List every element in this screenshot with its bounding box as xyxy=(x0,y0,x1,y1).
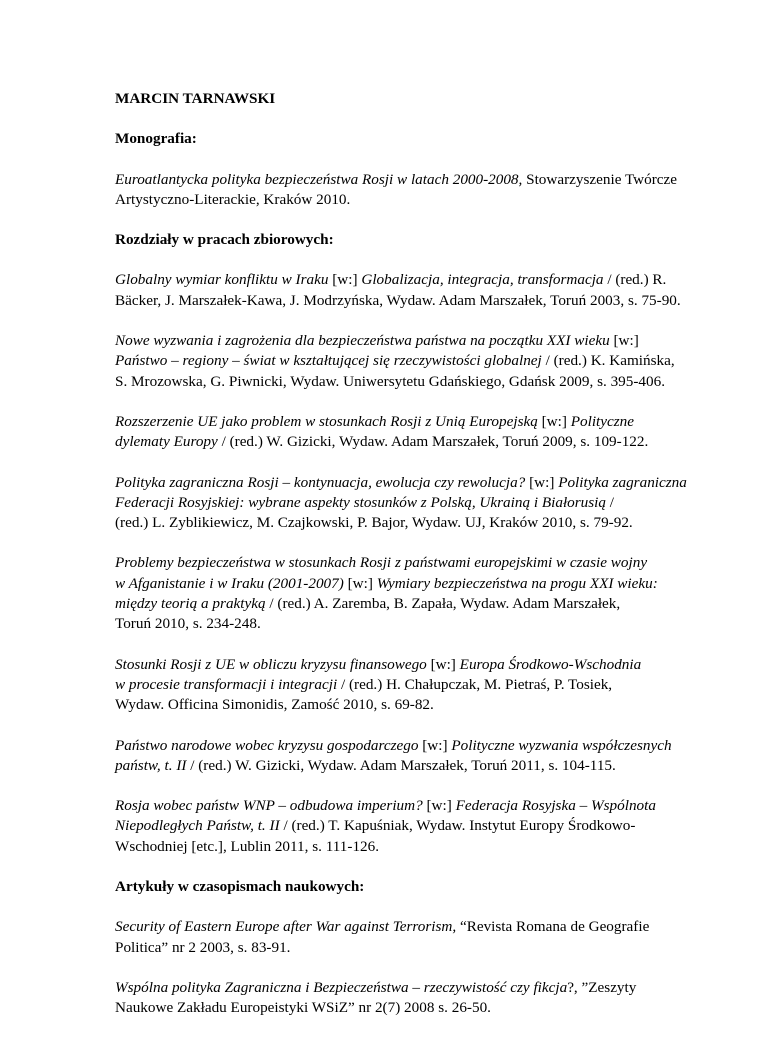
entry-line xyxy=(115,594,675,614)
entry-text: [w:] xyxy=(426,655,460,673)
bibliography-entry xyxy=(115,170,678,211)
entry-title-text: Polityka zagraniczna xyxy=(558,473,687,491)
document-page xyxy=(115,89,687,1039)
entry-text: [w:] xyxy=(537,412,571,430)
entry-text: / (red.) W. Gizicki, Wydaw. Adam Marszałek, Toruń 2011, s. 104-115. xyxy=(186,756,616,774)
entry-text: (red.) L. Zyblikiewicz, M. Czajkowski, P. Bajor, Wydaw. UJ, Kraków 2010, s. 79-92. xyxy=(115,514,633,532)
entry-line xyxy=(115,736,675,756)
entry-line xyxy=(115,351,675,371)
entry-line xyxy=(115,756,675,776)
entry-title-text: Security of Eastern Europe after War against Terrorism, xyxy=(115,918,457,936)
entry-title-text: Federacja Rosyjska – Wspólnota xyxy=(455,797,656,815)
entry-text: / (red.) W. Gizicki, Wydaw. Adam Marszałek, Toruń 2009, s. 109-122. xyxy=(217,433,649,451)
entry-title-text: Euroatlantycka polityka bezpieczeństwa Rosji w latach 2000-2008, xyxy=(115,170,523,188)
entry-text: Bäcker, J. Marszałek-Kawa, J. Modrzyńska, Wydaw. Adam Marszałek, Toruń 2003, s. 75-90. xyxy=(115,291,681,309)
entry-text: S. Mrozowska, G. Piwnicki, Wydaw. Uniwersytetu Gdańskiego, Gdańsk 2009, s. 395-406. xyxy=(115,372,665,390)
entry-title-text: między teorią a praktyką xyxy=(115,595,266,613)
entry-title-text: Państwo narodowe wobec kryzysu gospodarczego xyxy=(115,736,419,754)
entry-line xyxy=(115,412,675,432)
entry-text: Toruń 2010, s. 234-248. xyxy=(115,615,261,633)
entry-text: / (red.) K. Kamińska, xyxy=(541,352,675,370)
entry-title-text: w procesie transformacji i integracji xyxy=(115,675,338,693)
entry-text: [w:] xyxy=(418,736,452,754)
bibliography-entry xyxy=(115,917,675,958)
entry-title-text: Państwo – regiony – świat w kształtującej się rzeczywistości globalnej xyxy=(115,352,542,370)
entry-title-text: Polityka zagraniczna Rosji – kontynuacja, ewolucja czy rewolucja? xyxy=(115,473,526,491)
entry-text: ?, ”Zeszyty xyxy=(567,978,637,996)
entry-title-text: Problemy bezpieczeństwa w stosunkach Rosji z państwami europejskimi w czasie wojny xyxy=(115,554,648,572)
entry-title-text: Rozszerzenie UE jako problem w stosunkach Rosji z Unią Europejską xyxy=(115,412,538,430)
entry-text: “Revista Romana de Geografie xyxy=(456,918,650,936)
entry-text: Artystyczno-Literackie, Kraków 2010. xyxy=(115,190,351,208)
bibliography-entry xyxy=(115,331,675,392)
section-heading: Artykuły w czasopismach naukowych: xyxy=(115,878,365,896)
entry-line xyxy=(115,675,675,695)
entry-line xyxy=(115,473,687,493)
bibliography-entry xyxy=(115,412,675,453)
section-heading: Monografia: xyxy=(115,130,197,148)
entry-line xyxy=(115,291,681,311)
bibliography-entry xyxy=(115,736,675,777)
bibliography-entry xyxy=(115,796,675,857)
entry-line xyxy=(115,614,675,634)
entry-title-text: Federacji Rosyjskiej: wybrane aspekty stosunków z Polską, Ukrainą i Białorusią xyxy=(115,493,606,511)
entry-title-text: Niepodległych Państw, t. II xyxy=(115,817,280,835)
bibliography-entry xyxy=(115,978,675,1019)
entry-text: [w:] xyxy=(422,797,456,815)
entry-text: / (red.) H. Chałupczak, M. Pietraś, P. Tosiek, xyxy=(337,675,613,693)
entry-title-text: Globalny wymiar konfliktu w Iraku xyxy=(115,271,329,289)
entry-line xyxy=(115,170,678,190)
entry-title-text: Europa Środkowo-Wschodnia xyxy=(459,655,642,673)
entry-line xyxy=(115,493,675,513)
entry-line xyxy=(115,978,675,998)
entry-title-text: Wspólna polityka Zagraniczna i Bezpieczeństwa – rzeczywistość czy fikcja xyxy=(115,978,568,996)
entry-title-text: Wymiary bezpieczeństwa na progu XXI wieku: xyxy=(376,574,658,592)
entry-line xyxy=(115,917,675,937)
entry-text: / (red.) T. Kapuśniak, Wydaw. Instytut Europy Środkowo- xyxy=(279,817,636,835)
entry-text: [w:] xyxy=(525,473,559,491)
entry-title-text: Stosunki Rosji z UE w obliczu kryzysu finansowego xyxy=(115,655,427,673)
entry-title-text: Globalizacja, integracja, transformacja xyxy=(361,271,604,289)
entry-title-text: państw, t. II xyxy=(115,756,187,774)
entry-title-text: Nowe wyzwania i zagrożenia dla bezpieczeństwa państwa na początku XXI wieku xyxy=(115,332,610,350)
entry-line xyxy=(115,796,675,816)
entry-line xyxy=(115,553,675,573)
entry-title-text: Polityczne wyzwania współczesnych xyxy=(451,736,672,754)
entry-text: / (red.) R. xyxy=(603,271,667,289)
entry-text: Naukowe Zakładu Europeistyki WSiZ” nr 2(7) 2008 s. 26-50. xyxy=(115,999,491,1017)
author-name: MARCIN TARNAWSKI xyxy=(115,90,276,107)
entry-line xyxy=(115,432,675,452)
entry-line xyxy=(115,695,675,715)
entry-title-text: w Afganistanie i w Iraku (2001-2007) xyxy=(115,574,344,592)
bibliography-entry xyxy=(115,655,675,716)
entry-line xyxy=(115,998,675,1018)
entry-line xyxy=(115,270,675,290)
entry-line xyxy=(115,655,675,675)
entry-line xyxy=(115,816,675,836)
entry-text: Wschodniej [etc.], Lublin 2011, s. 111-126. xyxy=(115,837,380,855)
entry-line xyxy=(115,190,675,210)
sections xyxy=(115,129,687,1018)
entry-title-text: Polityczne xyxy=(570,412,634,430)
entry-text: / (red.) A. Zaremba, B. Zapała, Wydaw. Adam Marszałek, xyxy=(265,595,621,613)
entry-line xyxy=(115,938,675,958)
bibliography-entry xyxy=(115,473,687,534)
entry-line xyxy=(115,513,675,533)
entry-line xyxy=(115,574,675,594)
entry-title-text: dylematy Europy xyxy=(115,433,218,451)
bibliography-entry xyxy=(115,553,675,634)
entry-text: / xyxy=(605,493,615,511)
bibliography-entry xyxy=(115,270,681,311)
entry-text: [w:] xyxy=(328,271,362,289)
entry-text: [w:] xyxy=(609,332,639,350)
entry-text: Stowarzyszenie Twórcze xyxy=(522,170,678,188)
entry-text: Politica” nr 2 2003, s. 83-91. xyxy=(115,938,291,956)
entry-line xyxy=(115,372,675,392)
entry-line xyxy=(115,331,675,351)
entry-title-text: Rosja wobec państw WNP – odbudowa imperium? xyxy=(115,797,423,815)
entry-text: [w:] xyxy=(343,574,377,592)
entry-text: Wydaw. Officina Simonidis, Zamość 2010, s. 69-82. xyxy=(115,696,434,714)
section-heading: Rozdziały w pracach zbiorowych: xyxy=(115,231,334,249)
entry-line xyxy=(115,837,675,857)
